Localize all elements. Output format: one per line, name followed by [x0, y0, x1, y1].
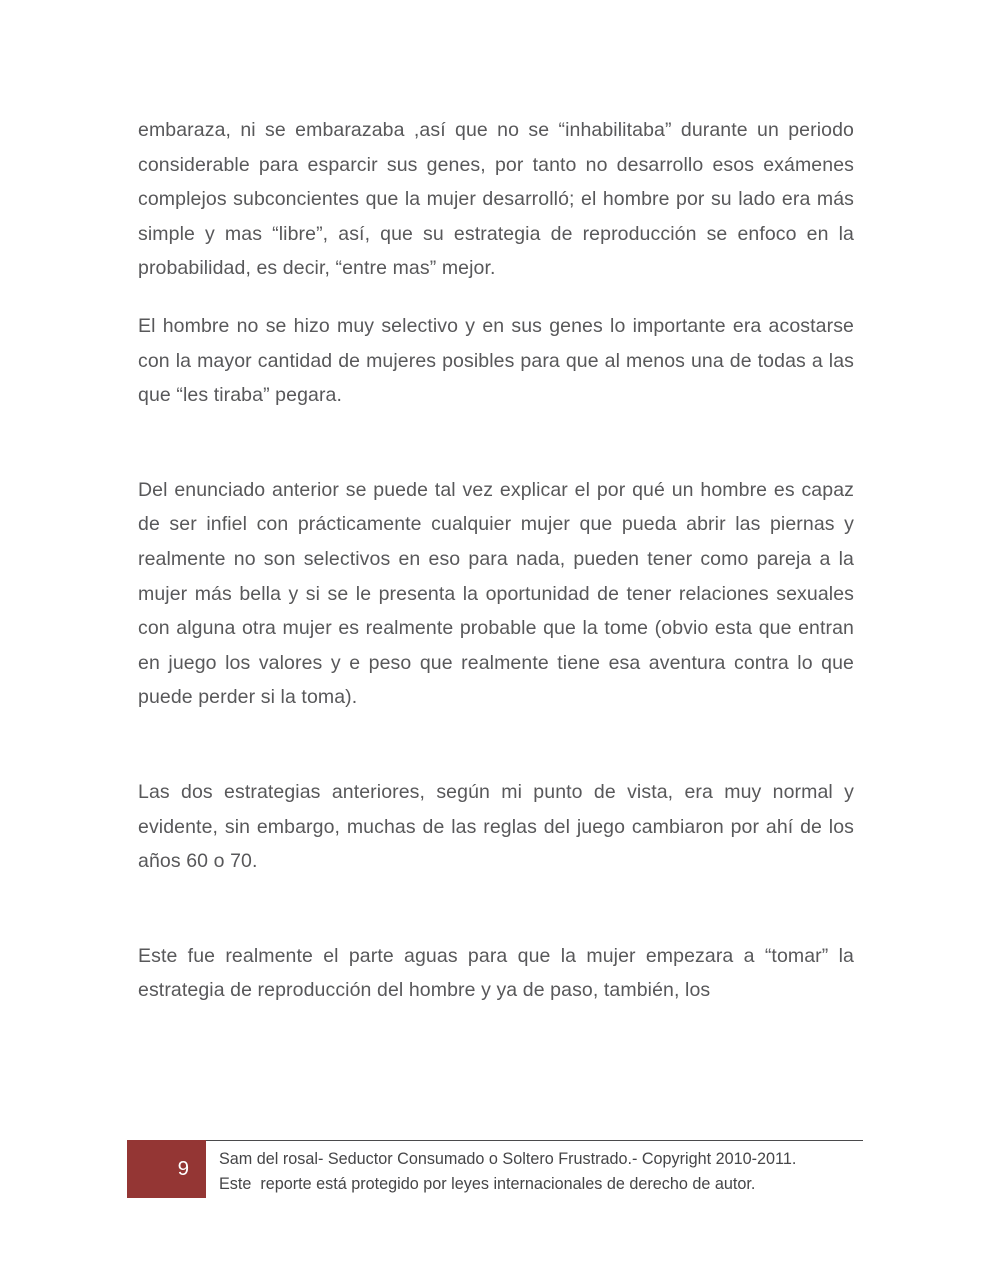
footer-line-1: Sam del rosal- Seductor Consumado o Soltero Frustrado.- Copyright 2010-2011. — [219, 1150, 797, 1168]
page-footer — [127, 1140, 863, 1198]
paragraph: El hombre no se hizo muy selectivo y en sus genes lo importante era acostarse con la mayor cantidad de mujeres posibles para que al menos una de todas a las que “les tiraba” pegara. — [138, 314, 854, 407]
page-number: 9 — [177, 1157, 189, 1180]
paragraph: embaraza, ni se embarazaba ,así que no se “inhabilitaba” durante un periodo considerable para esparcir sus genes, por tanto no desarrollo esos exámenes complejos subconcientes que la mujer desarrolló; el hombre por su lado era más simple y mas “libre”, así, que su estrategia de reproducción se enfoco en la probabilidad, es decir, “entre mas” mejor. — [138, 119, 854, 280]
footer-line-2: Este reporte está protegido por leyes internacionales de derecho de autor. — [219, 1175, 756, 1193]
page-number-badge — [127, 1140, 206, 1198]
paragraph: Este fue realmente el parte aguas para que la mujer empezara a “tomar” la estrategia de reproducción del hombre y ya de paso, también, los — [138, 944, 854, 1002]
footer-copyright — [206, 1140, 863, 1198]
paragraph: Las dos estrategias anteriores, según mi punto de vista, era muy normal y evidente, sin embargo, muchas de las reglas del juego cambiaron por ahí de los años 60 o 70. — [138, 780, 854, 873]
paragraph: Del enunciado anterior se puede tal vez explicar el por qué un hombre es capaz de ser infiel con prácticamente cualquier mujer que pueda abrir las piernas y realmente no son selectivos en eso para nada, pueden tener como pareja a la mujer más bella y si se le presenta la oportunidad de tener relaciones sexuales con alguna otra mujer es realmente probable que la tome (obvio esta que entran en juego los valores y e peso que realmente tiene esa aventura contra lo que puede perder si la toma). — [138, 478, 854, 709]
body-text — [138, 113, 854, 1031]
